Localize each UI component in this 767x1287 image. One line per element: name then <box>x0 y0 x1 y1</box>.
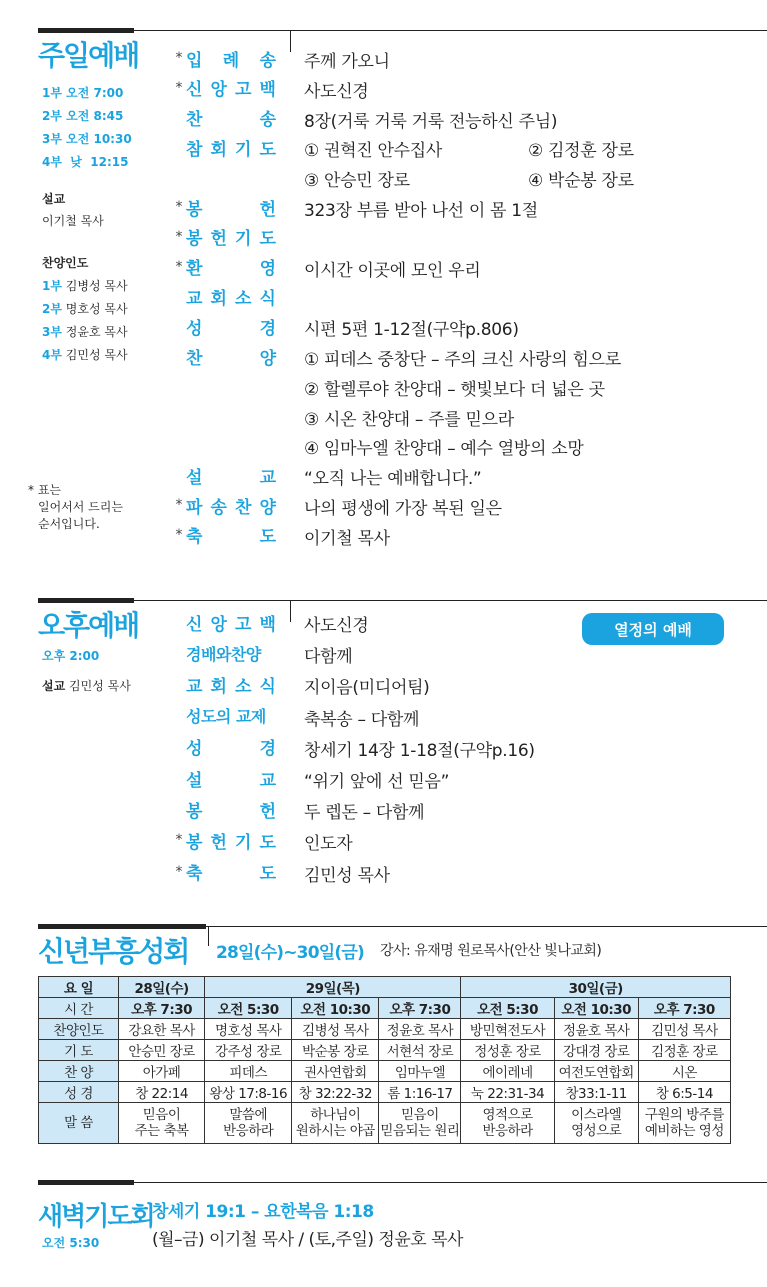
sunday-title: 주일예배 <box>38 39 139 72</box>
standing-mark: * <box>175 863 183 880</box>
time-cell: 오후 7:30 <box>119 998 205 1019</box>
standing-mark: * <box>175 228 183 245</box>
order-value-2: ② 김정훈 장로 <box>528 141 634 162</box>
order-row <box>172 795 276 823</box>
order-label: 성도의 교제 <box>186 707 266 727</box>
standing-mark: * <box>175 258 183 275</box>
table-cell: 왕상 17:8-16 <box>205 1082 292 1103</box>
sermon-label: 설교 <box>42 192 66 206</box>
order-value: 시편 5편 1-12절(구약p.806) <box>304 320 519 341</box>
order-value: 김민성 목사 <box>304 865 390 886</box>
table-cell: 방민혁전도사 <box>461 1019 554 1040</box>
order-row <box>172 104 276 132</box>
sunday-top-line <box>134 30 767 31</box>
order-value-2: ④ 박순봉 장로 <box>528 171 634 192</box>
order-label: 입 례 송 <box>186 50 276 71</box>
table-cell: 김민성 목사 <box>638 1019 730 1040</box>
order-value: ④ 임마누엘 찬양대 – 예수 열방의 소망 <box>304 439 584 460</box>
table-cell: 롬 1:16-17 <box>379 1082 461 1103</box>
order-value: 다함께 <box>304 647 353 668</box>
table-cell: 믿음이 주는 축복 <box>119 1103 205 1144</box>
dawn-leaders: (월–금) 이기철 목사 / (토,주일) 정윤호 목사 <box>152 1230 463 1250</box>
row-label: 찬 양 <box>39 1061 119 1082</box>
order-label: 축 도 <box>186 527 276 548</box>
order-row <box>172 312 276 340</box>
order-label: 참 회 기 도 <box>186 139 276 160</box>
order-label: 봉 헌 <box>186 199 276 220</box>
order-value: ① 권혁진 안수집사 <box>304 141 443 162</box>
day-29: 29일(목) <box>205 977 461 998</box>
order-row <box>172 193 276 221</box>
table-cell: 정윤호 목사 <box>554 1019 638 1040</box>
table-cell: 정성훈 장로 <box>461 1040 554 1061</box>
table-cell: 에이레네 <box>461 1061 554 1082</box>
choir-label: 찬양인도 <box>42 256 89 270</box>
table-row <box>39 977 731 998</box>
sunday-times <box>42 82 132 174</box>
order-row <box>172 402 276 430</box>
order-label: 신 앙 고 백 <box>186 614 276 635</box>
order-value: 주께 가오니 <box>304 52 390 72</box>
order-row <box>172 461 276 489</box>
table-cell: 서현석 장로 <box>379 1040 461 1061</box>
order-row <box>172 44 276 72</box>
order-row <box>172 342 276 370</box>
order-value: 인도자 <box>304 834 353 855</box>
afternoon-sermon: 설교 김민성 목사 <box>42 679 131 693</box>
order-row <box>172 858 276 886</box>
table-cell: 창 32:22-32 <box>292 1082 379 1103</box>
dawn-top-line <box>134 1182 767 1183</box>
standing-note: * 표는 일어서서 드리는 순서입니다. <box>28 483 123 531</box>
order-value: 지이음(미디어팀) <box>304 678 430 699</box>
time-cell: 오전 5:30 <box>461 998 554 1019</box>
table-cell: 하나님이 원하시는 야곱 <box>292 1103 379 1144</box>
order-row <box>172 253 276 281</box>
row-label: 기 도 <box>39 1040 119 1061</box>
table-cell: 구원의 방주를 예비하는 영성 <box>638 1103 730 1144</box>
afternoon-top-bar <box>38 598 134 603</box>
sermon-pastor: 이기철 목사 <box>42 214 104 228</box>
revival-top-line <box>206 926 767 927</box>
table-cell: 명호성 목사 <box>205 1019 292 1040</box>
order-row <box>172 133 276 161</box>
order-value: “오직 나는 예배합니다.” <box>304 469 482 490</box>
table-cell: 말씀에 반응하라 <box>205 1103 292 1144</box>
time-3: 3부 오전 10:30 <box>42 132 132 146</box>
time-cell: 오전 5:30 <box>205 998 292 1019</box>
dawn-scripture: 창세기 19:1 – 요한복음 1:18 <box>152 1202 374 1222</box>
order-row <box>172 521 276 549</box>
table-cell: 창33:1-11 <box>554 1082 638 1103</box>
order-value: ② 할렐루야 찬양대 – 햇빛보다 더 넓은 곳 <box>304 379 605 400</box>
revival-schedule-table <box>38 976 731 1144</box>
dawn-title: 새벽기도회 <box>38 1202 154 1232</box>
table-cell: 믿음이 믿음되는 원리 <box>379 1103 461 1144</box>
time-2: 2부 오전 8:45 <box>42 109 124 123</box>
sunday-divider <box>290 30 291 52</box>
table-cell: 여전도연합회 <box>554 1061 638 1082</box>
order-label: 교 회 소 식 <box>186 288 276 309</box>
order-value: 이시간 이곳에 모인 우리 <box>304 260 481 281</box>
order-label: 경배와찬양 <box>186 644 261 664</box>
table-cell: 김병성 목사 <box>292 1019 379 1040</box>
row-label: 성 경 <box>39 1082 119 1103</box>
afternoon-time: 오후 2:00 <box>42 649 100 663</box>
order-label: 성 경 <box>186 739 276 760</box>
order-row <box>172 764 276 792</box>
table-row <box>39 1061 731 1082</box>
table-cell: 눅 22:31-34 <box>461 1082 554 1103</box>
revival-speaker: 강사: 유재명 원로목사(안산 빛나교회) <box>380 943 602 959</box>
order-value: ③ 시온 찬양대 – 주를 믿으라 <box>304 409 514 430</box>
sunday-top-bar <box>38 28 134 33</box>
table-cell: 시온 <box>638 1061 730 1082</box>
order-row <box>172 431 276 459</box>
time-cell: 오후 7:30 <box>379 998 461 1019</box>
order-row <box>172 639 276 667</box>
revival-title: 신년부흥성회 <box>38 935 189 968</box>
table-row <box>39 1019 731 1040</box>
table-row <box>39 1103 731 1144</box>
order-value: 두 렙돈 – 다함께 <box>304 803 425 824</box>
table-cell: 이스라엘 영성으로 <box>554 1103 638 1144</box>
time-cell: 오전 10:30 <box>554 998 638 1019</box>
time-4: 4부 낮 12:15 <box>42 155 129 169</box>
order-value: ① 피데스 중창단 – 주의 크신 사랑의 힘으로 <box>304 350 621 370</box>
table-cell: 임마누엘 <box>379 1061 461 1082</box>
dawn-time: 오전 5:30 <box>42 1236 100 1250</box>
table-cell: 영적으로 반응하라 <box>461 1103 554 1144</box>
order-value: 축복송 – 다함께 <box>304 709 420 730</box>
order-label: 찬 송 <box>186 110 276 131</box>
order-row <box>172 702 276 730</box>
day-header: 요 일 <box>39 977 119 998</box>
table-cell: 박순봉 장로 <box>292 1040 379 1061</box>
table-cell: 김정훈 장로 <box>638 1040 730 1061</box>
afternoon-title: 오후예배 <box>38 609 139 642</box>
table-cell: 안승민 장로 <box>119 1040 205 1061</box>
order-row <box>172 608 276 636</box>
order-row <box>172 282 276 310</box>
afternoon-divider <box>290 600 291 622</box>
order-value: 사도신경 <box>304 616 369 636</box>
order-label: 성 경 <box>186 318 276 339</box>
time-cell: 오전 10:30 <box>292 998 379 1019</box>
passion-worship-badge: 열정의 예배 <box>582 613 724 645</box>
choir-list <box>42 275 128 367</box>
order-label: 환 영 <box>186 259 276 280</box>
order-row <box>172 163 276 191</box>
order-row <box>172 733 276 761</box>
dawn-top-bar <box>38 1180 134 1185</box>
order-label: 축 도 <box>186 864 276 885</box>
order-value: 323장 부름 받아 나선 이 몸 1절 <box>304 201 538 221</box>
order-row <box>172 670 276 698</box>
day-28: 28일(수) <box>119 977 205 998</box>
afternoon-top-line <box>134 600 767 601</box>
standing-mark: * <box>175 199 183 215</box>
standing-mark: * <box>175 832 183 849</box>
order-label: 설 교 <box>186 770 276 791</box>
table-row <box>39 998 731 1019</box>
standing-mark: * <box>175 497 183 513</box>
order-row <box>172 491 276 519</box>
revival-dates: 28일(수)~30일(금) <box>216 943 364 963</box>
table-cell: 창 6:5-14 <box>638 1082 730 1103</box>
time-header: 시 간 <box>39 998 119 1019</box>
revival-divider <box>208 926 209 946</box>
choir-item: 4부 김민성 목사 <box>42 348 128 362</box>
order-value: 나의 평생에 가장 복된 일은 <box>304 499 502 519</box>
order-label: 봉 헌 <box>186 801 276 822</box>
time-1: 1부 오전 7:00 <box>42 86 124 100</box>
order-value: 이기철 목사 <box>304 528 390 549</box>
order-label: 봉 헌 기 도 <box>186 229 276 250</box>
time-cell: 오후 7:30 <box>638 998 730 1019</box>
choir-item: 3부 정윤호 목사 <box>42 325 128 339</box>
order-label: 신 앙 고 백 <box>186 80 276 101</box>
order-label: 파 송 찬 양 <box>186 497 276 518</box>
table-cell: 권사연합회 <box>292 1061 379 1082</box>
table-cell: 창 22:14 <box>119 1082 205 1103</box>
choir-item: 1부 김병성 목사 <box>42 279 128 293</box>
revival-top-bar <box>38 924 206 929</box>
standing-mark: * <box>175 526 183 543</box>
table-cell: 강요한 목사 <box>119 1019 205 1040</box>
order-value: “위기 앞에 선 믿음” <box>304 772 450 792</box>
order-label: 봉 헌 기 도 <box>186 832 276 853</box>
order-row <box>172 826 276 854</box>
table-cell: 강대경 장로 <box>554 1040 638 1061</box>
order-value: ③ 안승민 장로 <box>304 171 410 192</box>
table-cell: 피데스 <box>205 1061 292 1082</box>
row-label: 찬양인도 <box>39 1019 119 1040</box>
order-label: 설 교 <box>186 467 276 488</box>
table-row <box>39 1040 731 1061</box>
order-label: 찬 양 <box>186 348 276 369</box>
order-value: 사도신경 <box>304 81 369 102</box>
order-row <box>172 372 276 400</box>
table-row <box>39 1082 731 1103</box>
row-label: 말 씀 <box>39 1103 119 1144</box>
table-cell: 강주성 장로 <box>205 1040 292 1061</box>
order-value: 창세기 14장 1-18절(구약p.16) <box>304 740 535 761</box>
table-cell: 정윤호 목사 <box>379 1019 461 1040</box>
order-value: 8장(거룩 거룩 거룩 전능하신 주님) <box>304 111 558 132</box>
order-label: 교 회 소 식 <box>186 676 276 697</box>
order-row <box>172 223 276 251</box>
standing-mark: * <box>175 50 183 66</box>
table-cell: 아가페 <box>119 1061 205 1082</box>
day-30: 30일(금) <box>461 977 731 998</box>
standing-mark: * <box>175 79 183 96</box>
choir-item: 2부 명호성 목사 <box>42 302 128 316</box>
order-row <box>172 74 276 102</box>
